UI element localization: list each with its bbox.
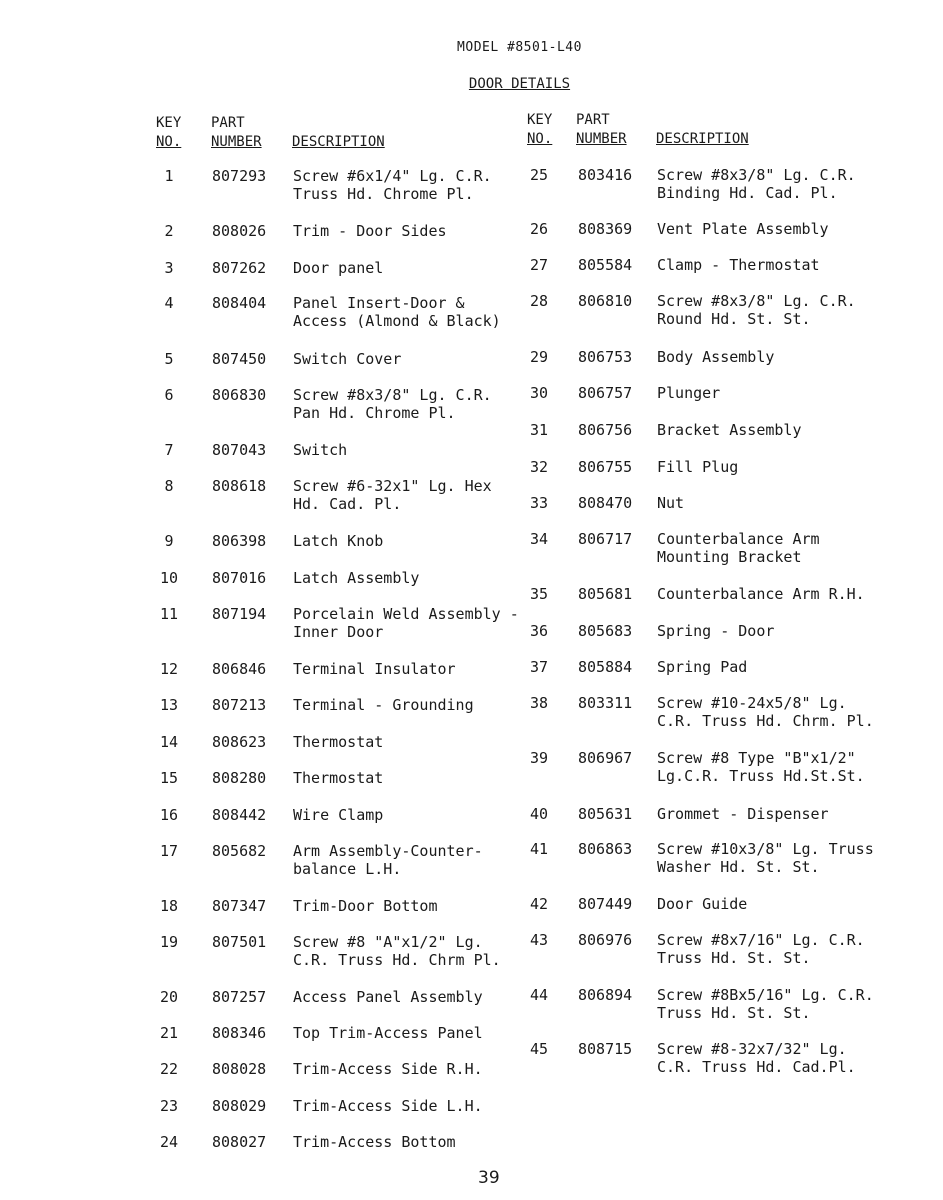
- key-number: 3: [164, 259, 174, 277]
- part-description: Door Guide: [657, 895, 748, 913]
- part-number: 805584: [578, 256, 633, 274]
- part-number: 807194: [212, 605, 267, 623]
- key-header-top: KEY: [527, 112, 553, 128]
- key-number: 20: [159, 988, 179, 1006]
- key-header-bottom: NO.: [527, 131, 553, 147]
- key-number: 37: [529, 658, 549, 676]
- part-number: 806863: [578, 840, 633, 858]
- part-description: Panel Insert-Door & Access (Almond & Black): [293, 294, 501, 330]
- key-number: 2: [164, 222, 174, 240]
- part-description: Screw #6x1/4" Lg. C.R. Truss Hd. Chrome Pl.: [293, 167, 492, 203]
- part-description: Spring Pad: [657, 658, 748, 676]
- part-number: 808618: [212, 477, 267, 495]
- part-description: Screw #8Bx5/16" Lg. C.R. Truss Hd. St. St.: [657, 986, 874, 1022]
- part-description: Screw #8x3/8" Lg. C.R. Pan Hd. Chrome Pl.: [293, 386, 492, 422]
- part-description: Spring - Door: [657, 622, 775, 640]
- part-description: Thermostat: [293, 769, 384, 787]
- part-number: 806756: [578, 421, 633, 439]
- part-number: 808369: [578, 220, 633, 238]
- key-number: 31: [529, 421, 549, 439]
- part-number: 806976: [578, 931, 633, 949]
- part-number: 808623: [212, 733, 267, 751]
- key-number: 45: [529, 1040, 549, 1058]
- description-header: DESCRIPTION: [656, 131, 749, 147]
- part-number: 808280: [212, 769, 267, 787]
- part-description: Screw #8-32x7/32" Lg. C.R. Truss Hd. Cad.Pl.: [657, 1040, 856, 1076]
- part-description: Plunger: [657, 384, 721, 402]
- part-number: 803416: [578, 166, 633, 184]
- key-number: 36: [529, 622, 549, 640]
- part-header-top: PART: [211, 115, 245, 131]
- part-description: Trim - Door Sides: [293, 222, 447, 240]
- part-description: Counterbalance Arm Mounting Bracket: [657, 530, 820, 566]
- part-description: Access Panel Assembly: [293, 988, 483, 1006]
- key-number: 22: [159, 1060, 179, 1078]
- key-number: 28: [529, 292, 549, 310]
- left-key-header: [156, 114, 181, 152]
- part-header-bottom: NUMBER: [211, 134, 262, 150]
- part-number: 807213: [212, 696, 267, 714]
- section-title: DOOR DETAILS: [468, 76, 571, 92]
- part-number: 806398: [212, 532, 267, 550]
- left-description-header: [292, 133, 385, 152]
- part-description: Terminal - Grounding: [293, 696, 474, 714]
- part-number: 807262: [212, 259, 267, 277]
- key-number: 33: [529, 494, 549, 512]
- key-number: 38: [529, 694, 549, 712]
- part-number: 805884: [578, 658, 633, 676]
- part-number: 806717: [578, 530, 633, 548]
- part-header-top: PART: [576, 112, 610, 128]
- part-description: Trim-Access Side R.H.: [293, 1060, 483, 1078]
- key-number: 39: [529, 749, 549, 767]
- key-number: 11: [159, 605, 179, 623]
- key-number: 24: [159, 1133, 179, 1151]
- part-number: 807501: [212, 933, 267, 951]
- part-number: 808404: [212, 294, 267, 312]
- description-header: DESCRIPTION: [292, 134, 385, 150]
- part-number: 808027: [212, 1133, 267, 1151]
- part-description: Clamp - Thermostat: [657, 256, 820, 274]
- key-number: 40: [529, 805, 549, 823]
- key-number: 23: [159, 1097, 179, 1115]
- part-description: Arm Assembly-Counter- balance L.H.: [293, 842, 483, 878]
- part-description: Bracket Assembly: [657, 421, 802, 439]
- part-description: Screw #8 "A"x1/2" Lg. C.R. Truss Hd. Chrm Pl.: [293, 933, 501, 969]
- part-number: 805682: [212, 842, 267, 860]
- part-description: Trim-Door Bottom: [293, 897, 438, 915]
- part-number: 808442: [212, 806, 267, 824]
- key-number: 32: [529, 458, 549, 476]
- key-number: 34: [529, 530, 549, 548]
- key-number: 29: [529, 348, 549, 366]
- key-number: 26: [529, 220, 549, 238]
- part-description: Latch Knob: [293, 532, 384, 550]
- part-number: 805631: [578, 805, 633, 823]
- key-number: 1: [164, 167, 174, 185]
- part-description: Body Assembly: [657, 348, 775, 366]
- part-number: 806846: [212, 660, 267, 678]
- key-number: 14: [159, 733, 179, 751]
- key-number: 42: [529, 895, 549, 913]
- part-number: 806894: [578, 986, 633, 1004]
- part-number: 805681: [578, 585, 633, 603]
- key-number: 19: [159, 933, 179, 951]
- key-number: 9: [164, 532, 174, 550]
- part-description: Screw #8x3/8" Lg. C.R. Round Hd. St. St.: [657, 292, 856, 328]
- part-description: Screw #6-32x1" Lg. Hex Hd. Cad. Pl.: [293, 477, 492, 513]
- key-number: 6: [164, 386, 174, 404]
- part-number: 808028: [212, 1060, 267, 1078]
- part-description: Grommet - Dispenser: [657, 805, 829, 823]
- part-number: 808346: [212, 1024, 267, 1042]
- part-description: Screw #10x3/8" Lg. Truss Washer Hd. St. St.: [657, 840, 874, 876]
- part-description: Screw #8x7/16" Lg. C.R. Truss Hd. St. St.: [657, 931, 865, 967]
- part-description: Switch Cover: [293, 350, 402, 368]
- part-number: 807449: [578, 895, 633, 913]
- part-number: 808029: [212, 1097, 267, 1115]
- key-number: 5: [164, 350, 174, 368]
- part-description: Terminal Insulator: [293, 660, 456, 678]
- part-description: Thermostat: [293, 733, 384, 751]
- part-number: 807257: [212, 988, 267, 1006]
- part-description: Nut: [657, 494, 685, 512]
- part-number: 808470: [578, 494, 633, 512]
- part-number: 806753: [578, 348, 633, 366]
- part-number: 803311: [578, 694, 633, 712]
- key-number: 35: [529, 585, 549, 603]
- part-number: 807347: [212, 897, 267, 915]
- part-number: 807293: [212, 167, 267, 185]
- key-number: 13: [159, 696, 179, 714]
- key-number: 21: [159, 1024, 179, 1042]
- part-description: Porcelain Weld Assembly - Inner Door: [293, 605, 519, 641]
- key-number: 43: [529, 931, 549, 949]
- key-number: 10: [159, 569, 179, 587]
- part-description: Latch Assembly: [293, 569, 420, 587]
- part-number: 806757: [578, 384, 633, 402]
- part-number: 807450: [212, 350, 267, 368]
- part-header-bottom: NUMBER: [576, 131, 627, 147]
- part-number: 806830: [212, 386, 267, 404]
- key-header-top: KEY: [156, 115, 182, 131]
- part-description: Counterbalance Arm R.H.: [657, 585, 865, 603]
- right-description-header: [656, 130, 749, 149]
- part-description: Screw #8x3/8" Lg. C.R. Binding Hd. Cad. Pl.: [657, 166, 856, 202]
- key-number: 17: [159, 842, 179, 860]
- left-part-header: [211, 114, 262, 152]
- part-number: 807043: [212, 441, 267, 459]
- part-number: 807016: [212, 569, 267, 587]
- part-description: Vent Plate Assembly: [657, 220, 829, 238]
- key-number: 25: [529, 166, 549, 184]
- part-description: Screw #10-24x5/8" Lg. C.R. Truss Hd. Chrm. Pl.: [657, 694, 874, 730]
- right-key-header: [527, 111, 552, 149]
- part-description: Trim-Access Bottom: [293, 1133, 456, 1151]
- key-number: 8: [164, 477, 174, 495]
- part-number: 808715: [578, 1040, 633, 1058]
- key-number: 12: [159, 660, 179, 678]
- part-description: Wire Clamp: [293, 806, 384, 824]
- part-number: 806755: [578, 458, 633, 476]
- part-number: 806810: [578, 292, 633, 310]
- key-number: 30: [529, 384, 549, 402]
- key-number: 41: [529, 840, 549, 858]
- part-description: Top Trim-Access Panel: [293, 1024, 483, 1042]
- part-description: Door panel: [293, 259, 384, 277]
- part-description: Screw #8 Type "B"x1/2" Lg.C.R. Truss Hd.St.St.: [657, 749, 865, 785]
- right-part-header: [576, 111, 627, 149]
- key-number: 44: [529, 986, 549, 1004]
- key-number: 16: [159, 806, 179, 824]
- model-number: MODEL #8501-L40: [457, 40, 582, 55]
- part-description: Trim-Access Side L.H.: [293, 1097, 483, 1115]
- key-number: 15: [159, 769, 179, 787]
- part-number: 806967: [578, 749, 633, 767]
- key-number: 4: [164, 294, 174, 312]
- part-description: Fill Plug: [657, 458, 739, 476]
- page-number: 39: [478, 1168, 500, 1188]
- key-number: 18: [159, 897, 179, 915]
- part-number: 808026: [212, 222, 267, 240]
- key-header-bottom: NO.: [156, 134, 182, 150]
- key-number: 7: [164, 441, 174, 459]
- key-number: 27: [529, 256, 549, 274]
- part-number: 805683: [578, 622, 633, 640]
- part-description: Switch: [293, 441, 348, 459]
